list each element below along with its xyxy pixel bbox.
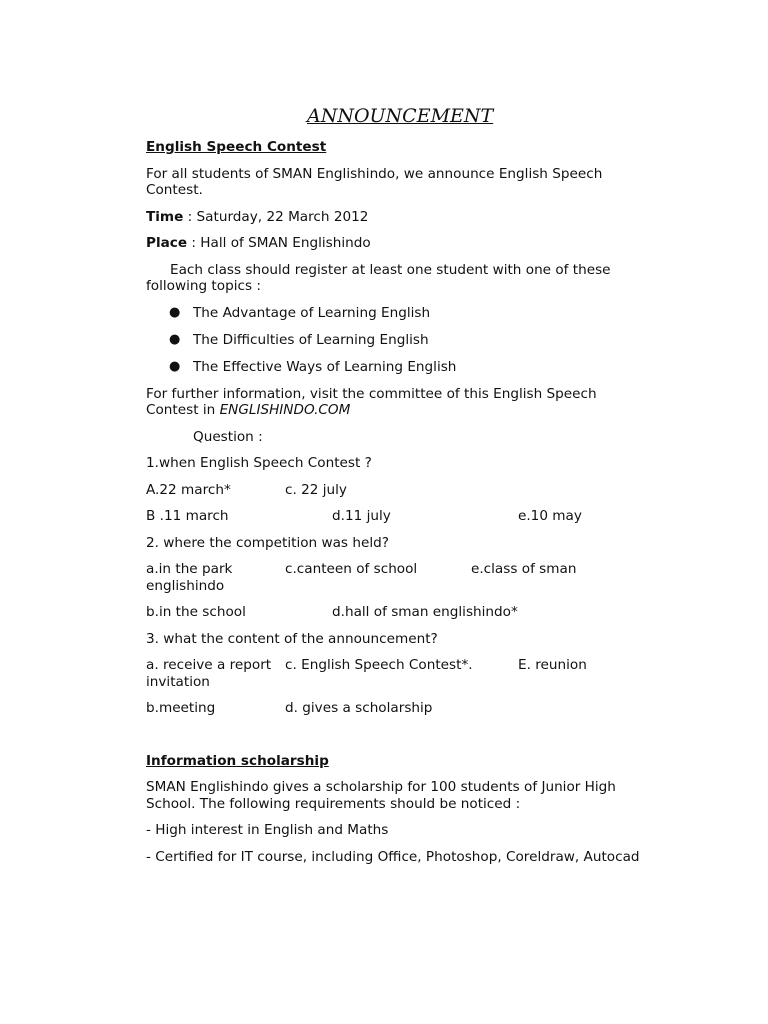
q3-options-row-1 <box>146 657 646 690</box>
time-line <box>146 209 646 226</box>
q1-options-row-1 <box>146 482 646 499</box>
time-label: Time <box>146 208 184 225</box>
q1-option-a: A.22 march* <box>146 481 231 498</box>
q3-option-b: b.meeting <box>146 700 216 716</box>
question-2: 2. where the competition was held? <box>146 534 389 551</box>
q1-option-d: d.11 july <box>332 508 391 524</box>
q3-option-e: E. reunion <box>518 657 587 673</box>
speech-intro: For all students of SMAN Englishindo, we announce English Speech Contest. <box>146 165 603 198</box>
requirement-2: - Certified for IT course, including Office, Photoshop, Coreldraw, Autocad <box>146 848 640 865</box>
q3-option-a-continued: invitation <box>146 673 210 690</box>
q2-option-b: b.in the school <box>146 604 246 620</box>
scholarship-heading: Information scholarship <box>146 752 329 769</box>
topic-text: The Difficulties of Learning English <box>193 331 429 348</box>
time-value: : Saturday, 22 March 2012 <box>183 208 369 225</box>
q2-option-c: c.canteen of school <box>285 561 418 577</box>
section-spacer <box>146 727 646 753</box>
q2-option-e: e.class of sman <box>471 561 577 577</box>
requirement-1: - High interest in English and Maths <box>146 822 389 838</box>
further-text: For further information, visit the committee of this English Speech Contest in <box>146 385 597 418</box>
list-item <box>169 304 646 322</box>
q1-options-row-2 <box>146 508 646 525</box>
website-text: ENGLISHINDO.COM <box>219 402 351 418</box>
q2-options-row-1 <box>146 561 646 594</box>
register-paragraph: Each class should register at least one student with one of these following topics : <box>146 261 611 294</box>
question-3: 3. what the content of the announcement? <box>146 630 438 647</box>
speech-contest-heading: English Speech Contest <box>146 139 327 155</box>
q2-option-a: a.in the park <box>146 561 233 577</box>
q2-option-e-continued: englishindo <box>146 577 225 594</box>
bullet-icon: ● <box>169 304 181 320</box>
q1-option-b: B .11 march <box>146 508 229 524</box>
q3-option-d: d. gives a scholarship <box>285 700 433 716</box>
place-value: : Hall of SMAN Englishindo <box>187 235 371 251</box>
q2-options-row-2 <box>146 604 646 621</box>
question-1: 1.when English Speech Contest ? <box>146 455 372 471</box>
list-item <box>169 331 646 349</box>
q3-option-c: c. English Speech Contest*. <box>285 657 473 673</box>
further-info <box>146 386 646 419</box>
topic-list <box>146 305 646 376</box>
q3-option-a: a. receive a report <box>146 657 272 673</box>
place-label: Place <box>146 235 188 251</box>
topic-text: The Advantage of Learning English <box>193 304 431 321</box>
q2-option-d: d.hall of sman englishindo* <box>332 604 518 620</box>
q1-option-c: c. 22 july <box>285 481 347 498</box>
question-label: Question : <box>193 428 263 445</box>
scholarship-intro: SMAN Englishindo gives a scholarship for 100 students of Junior High School. The following requirements should be noticed : <box>146 779 616 812</box>
page-title: ANNOUNCEMENT <box>307 105 494 127</box>
bullet-icon: ● <box>169 358 181 374</box>
q3-options-row-2 <box>146 700 646 717</box>
q1-option-e: e.10 may <box>518 508 582 524</box>
list-item <box>169 358 646 376</box>
topic-text: The Effective Ways of Learning English <box>193 358 457 375</box>
bullet-icon: ● <box>169 331 181 347</box>
place-line <box>146 235 646 252</box>
document-body <box>146 104 646 875</box>
